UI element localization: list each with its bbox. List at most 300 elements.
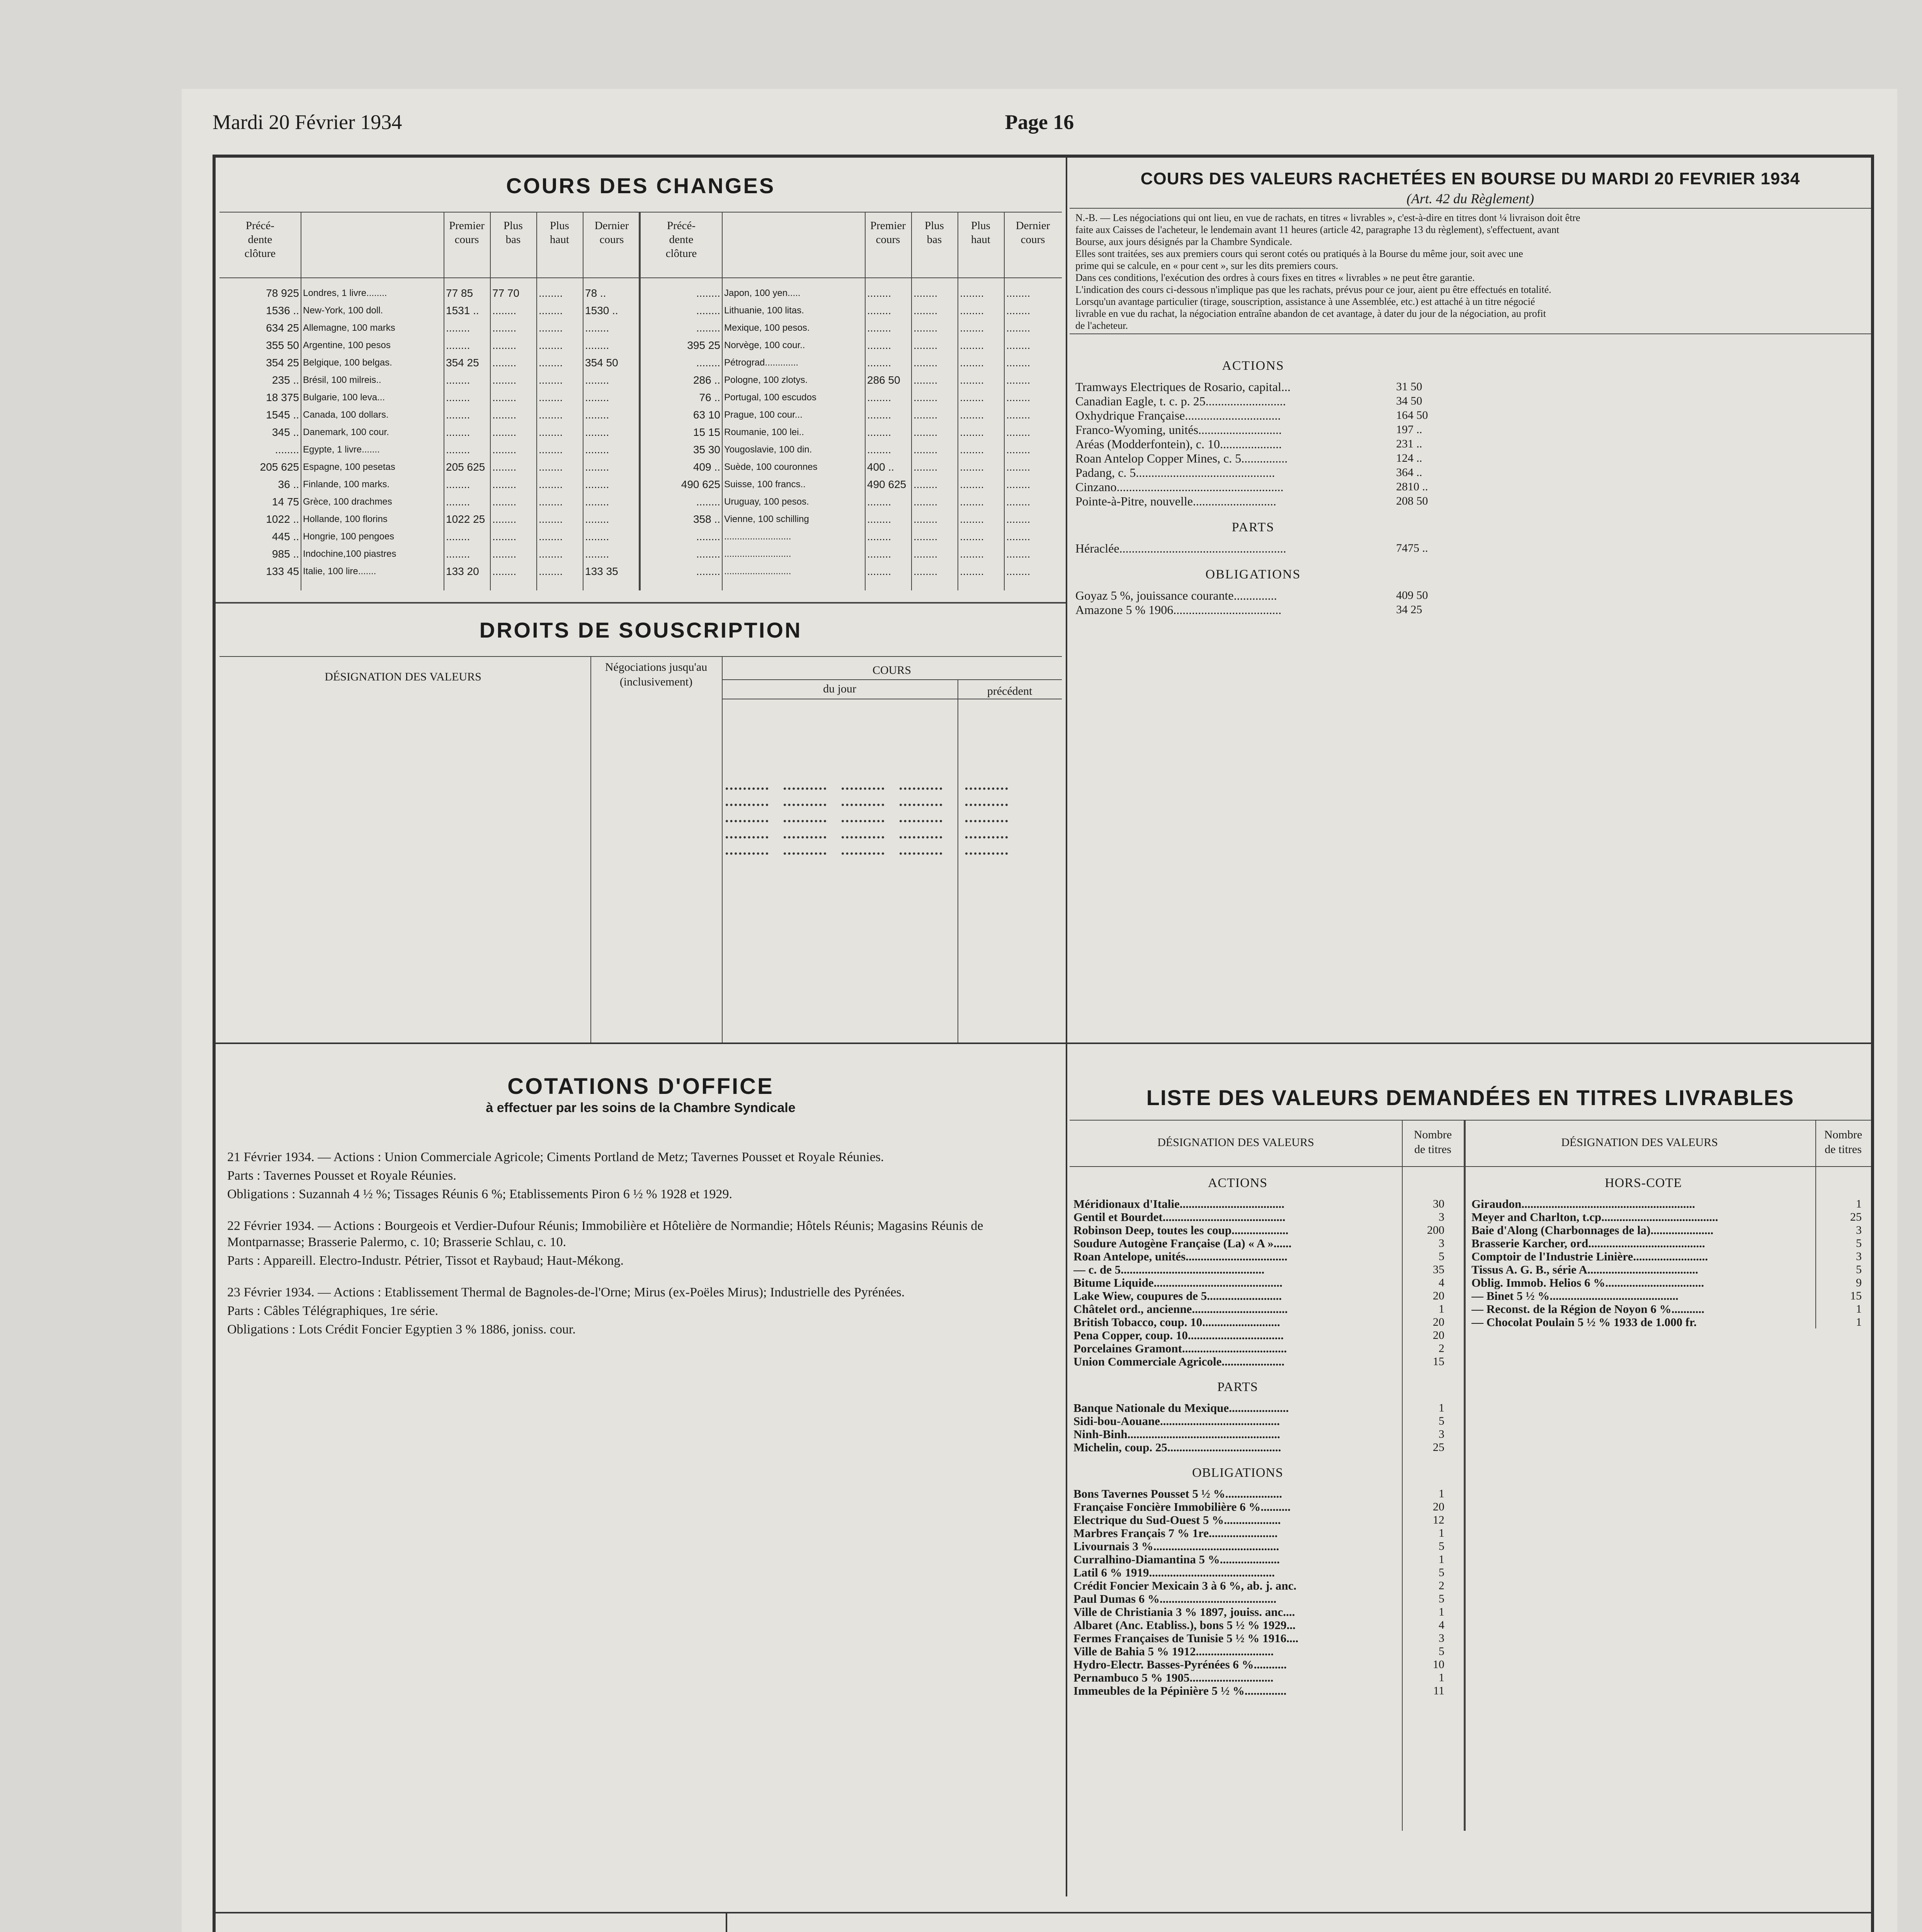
cotations-paragraph: Obligations : Lots Crédit Foncier Egyptien 3 % 1886, joniss. cour.	[227, 1322, 576, 1337]
changes-bas-cell: ........	[492, 513, 517, 525]
rachetees-item-value: 208 50	[1396, 495, 1428, 507]
changes-name-cell: Roumanie, 100 lei..	[724, 427, 804, 437]
changes-bas-cell: ........	[913, 548, 938, 560]
changes-name-cell: ..........................	[724, 531, 791, 542]
changes-name-cell: Suisse, 100 francs..	[724, 479, 806, 490]
livrable-item-count: 5	[1439, 1540, 1444, 1553]
livrable-item-name: Méridionaux d'Italie...................................	[1073, 1197, 1284, 1210]
changes-bas-cell: ........	[492, 531, 517, 543]
changes-prec-cell: 1536 ..	[266, 304, 299, 316]
dot-leader	[726, 787, 768, 791]
changes-dernier-cell: ........	[1006, 287, 1031, 299]
rachetees-item-name: Oxhydrique Française...............................	[1075, 408, 1281, 422]
changes-premier-cell: ........	[446, 548, 470, 560]
changes-name-cell: Suède, 100 couronnes	[724, 462, 818, 472]
dot-leader	[784, 820, 826, 823]
changes-haut-cell: ........	[960, 513, 984, 525]
changes-premier-cell: ........	[867, 409, 891, 421]
changes-col-prec-right: Précé- dente clôture	[665, 219, 697, 260]
changes-dernier-cell: ........	[1006, 548, 1031, 560]
changes-col-haut-right: Plus haut	[971, 219, 990, 246]
droits-col-designation: DÉSIGNATION DES VALEURS	[325, 670, 481, 683]
livrable-item-name: Meyer and Charlton, t.cp.......................................	[1471, 1211, 1718, 1223]
livrable-item-name: Electrique du Sud-Ouest 5 %...................	[1073, 1514, 1281, 1526]
livrable-item-count: 1	[1856, 1303, 1862, 1315]
changes-premier-cell: ........	[446, 426, 470, 438]
rachetees-item-value: 31 50	[1396, 380, 1422, 393]
changes-premier-cell: ........	[867, 287, 891, 299]
livrable-item-name: Paul Dumas 6 %.......................................	[1073, 1592, 1277, 1605]
changes-name-cell: Prague, 100 cour...	[724, 410, 803, 420]
livrable-item-count: 25	[1850, 1211, 1862, 1223]
livrable-item-count: 1	[1439, 1671, 1444, 1684]
changes-haut-cell: ........	[539, 426, 563, 438]
cotations-title: COTATIONS D'OFFICE	[507, 1074, 774, 1099]
changes-dernier-cell: ........	[1006, 357, 1031, 369]
changes-prec-cell: ........	[696, 357, 720, 369]
livrable-item-name: British Tobacco, coup. 10..........................	[1073, 1316, 1280, 1328]
livrables-col-designation-right: DÉSIGNATION DES VALEURS	[1561, 1136, 1718, 1149]
livrable-item-name: Immeubles de la Pépinière 5 ½ %..............	[1073, 1684, 1287, 1697]
livrable-item-name: Châtelet ord., ancienne................................	[1073, 1303, 1288, 1315]
livrable-item-count: 3	[1439, 1428, 1444, 1440]
livrables-actions-heading: ACTIONS	[1208, 1176, 1268, 1190]
changes-col-bas-left: Plus bas	[503, 219, 523, 246]
changes-dernier-cell: ........	[1006, 478, 1031, 490]
changes-prec-cell: 985 ..	[272, 548, 299, 560]
changes-name-cell: Pétrograd.............	[724, 357, 799, 368]
livrable-item-name: Soudure Autogène Française (La) « A »......	[1073, 1237, 1292, 1250]
changes-premier-cell: ........	[446, 478, 470, 490]
changes-dernier-cell: ........	[1006, 531, 1031, 543]
livrable-item-name: Banque Nationale du Mexique....................	[1073, 1401, 1289, 1414]
rachetees-item-name: Pointe-à-Pitre, nouvelle...........................	[1075, 494, 1276, 508]
rachetees-title: COURS DES VALEURS RACHETÉES EN BOURSE DU MARDI 20 FEVRIER 1934	[1140, 169, 1800, 188]
rachetees-item-value: 34 25	[1396, 603, 1422, 616]
livrable-item-name: Ville de Christiania 3 % 1897, jouiss. anc....	[1073, 1605, 1295, 1618]
changes-haut-cell: ........	[960, 357, 984, 369]
changes-dernier-cell: ........	[1006, 409, 1031, 421]
changes-haut-cell: ........	[960, 444, 984, 456]
changes-haut-cell: ........	[539, 339, 563, 351]
changes-bas-cell: ........	[492, 357, 517, 369]
changes-premier-cell: ........	[867, 565, 891, 577]
changes-prec-cell: ........	[696, 287, 720, 299]
livrable-item-name: — c. de 5................................................	[1073, 1263, 1265, 1276]
livrable-item-count: 3	[1439, 1237, 1444, 1250]
changes-haut-cell: ........	[960, 391, 984, 403]
changes-bas-cell: ........	[913, 565, 938, 577]
changes-name-cell: ..........................	[724, 549, 791, 559]
changes-bas-cell: ........	[492, 322, 517, 334]
rachetees-item-value: 231 ..	[1396, 437, 1422, 450]
changes-haut-cell: ........	[960, 531, 984, 543]
livrable-item-count: 1	[1439, 1303, 1444, 1315]
changes-bas-cell: ........	[492, 548, 517, 560]
rachetees-note-line: prime qui se calcule, en « pour cent », sur les dits premiers cours.	[1075, 260, 1339, 271]
dot-leader	[726, 820, 768, 823]
changes-name-cell: Lithuanie, 100 litas.	[724, 305, 804, 316]
changes-prec-cell: 63 10	[693, 409, 720, 421]
livrable-item-count: 1	[1439, 1527, 1444, 1539]
changes-premier-cell: 77 85	[446, 287, 473, 299]
livrable-item-name: Brasserie Karcher, ord.......................................	[1471, 1237, 1705, 1250]
livrable-item-count: 30	[1433, 1197, 1444, 1210]
livrable-item-count: 2	[1439, 1579, 1444, 1592]
changes-bas-cell: ........	[913, 531, 938, 543]
changes-haut-cell: ........	[539, 461, 563, 473]
changes-bas-cell: ........	[913, 322, 938, 334]
livrable-item-name: Albaret (Anc. Etabliss.), bons 5 ½ % 1929...	[1073, 1619, 1296, 1631]
dot-leader	[784, 787, 826, 791]
dot-leader	[900, 820, 942, 823]
changes-prec-cell: 409 ..	[693, 461, 720, 473]
changes-dernier-cell: ........	[1006, 304, 1031, 316]
livrable-item-name: Robinson Deep, toutes les coup...................	[1073, 1224, 1289, 1236]
changes-dernier-cell: ........	[1006, 322, 1031, 334]
changes-name-cell: Portugal, 100 escudos	[724, 392, 816, 403]
changes-name-cell: Hollande, 100 florins	[303, 514, 388, 524]
rachetees-note-line: faite aux Caisses de l'acheteur, le lendemain avant 11 heures (article 42, paragraphe 13 du règlement), s'effectuent, avant	[1075, 224, 1560, 235]
livrable-item-count: 35	[1433, 1263, 1444, 1276]
changes-premier-cell: ........	[446, 322, 470, 334]
changes-name-cell: Canada, 100 dollars.	[303, 410, 389, 420]
changes-col-dernier-left: Dernier cours	[594, 219, 629, 246]
livrable-item-count: 3	[1439, 1211, 1444, 1223]
changes-dernier-cell: 133 35	[585, 565, 618, 577]
rachetees-item-value: 409 50	[1396, 589, 1428, 602]
livrable-item-name: Curralhino-Diamantina 5 %....................	[1073, 1553, 1280, 1566]
changes-prec-cell: 355 50	[266, 339, 299, 351]
changes-dernier-cell: ........	[1006, 513, 1031, 525]
rachetees-note-line: Lorsqu'un avantage particulier (tirage, souscription, assistance à une Assemblée, etc.) est attaché à un titre négocié	[1075, 296, 1535, 307]
dot-leader	[900, 836, 942, 839]
changes-bas-cell: ........	[492, 496, 517, 508]
changes-name-cell: Yougoslavie, 100 din.	[724, 444, 812, 455]
livrable-item-name: Comptoir de l'Industrie Linière.........................	[1471, 1250, 1708, 1263]
livrable-item-name: Giraudon..........................................................	[1471, 1197, 1695, 1210]
changes-prec-cell: 1022 ..	[266, 513, 299, 525]
changes-bas-cell: ........	[492, 478, 517, 490]
livrable-item-name: Ville de Bahia 5 % 1912..........................	[1073, 1645, 1274, 1658]
droits-col-precedent: précédent	[987, 685, 1032, 697]
rachetees-item-value: 2810 ..	[1396, 480, 1428, 493]
dot-leader	[842, 787, 884, 791]
changes-bas-cell: ........	[492, 409, 517, 421]
rachetees-note-line: Dans ces conditions, l'exécution des ordres à cours fixes en titres « livrables » ne peut être garantie.	[1075, 272, 1475, 283]
changes-premier-cell: ........	[446, 374, 470, 386]
rachetees-subtitle: (Art. 42 du Règlement)	[1407, 191, 1534, 206]
changes-haut-cell: ........	[539, 444, 563, 456]
livrable-item-name: Oblig. Immob. Helios 6 %.................................	[1471, 1276, 1704, 1289]
livrables-title: LISTE DES VALEURS DEMANDÉES EN TITRES LIVRABLES	[1146, 1085, 1794, 1110]
changes-col-premier-left: Premier cours	[449, 219, 485, 246]
changes-prec-cell: 490 625	[681, 478, 720, 490]
changes-bas-cell: ........	[913, 461, 938, 473]
changes-name-cell: Italie, 100 lire.......	[303, 566, 376, 577]
livrable-item-name: Pena Copper, coup. 10................................	[1073, 1329, 1284, 1342]
livrable-item-count: 20	[1433, 1329, 1444, 1342]
changes-haut-cell: ........	[960, 478, 984, 490]
livrable-item-count: 15	[1850, 1289, 1862, 1302]
changes-prec-cell: 395 25	[687, 339, 720, 351]
changes-bas-cell: ........	[492, 461, 517, 473]
rachetees-item-value: 124 ..	[1396, 452, 1422, 464]
newspaper-page	[182, 89, 1897, 1932]
changes-dernier-cell: 1530 ..	[585, 304, 618, 316]
rachetees-item-name: Tramways Electriques de Rosario, capital...	[1075, 380, 1291, 394]
livrable-item-count: 2	[1439, 1342, 1444, 1355]
rachetees-item-value: 197 ..	[1396, 423, 1422, 436]
changes-dernier-cell: ........	[1006, 444, 1031, 456]
changes-prec-cell: ........	[696, 548, 720, 560]
changes-haut-cell: ........	[539, 287, 563, 299]
changes-name-cell: Vienne, 100 schilling	[724, 514, 809, 524]
rachetees-item-name: Roan Antelop Copper Mines, c. 5...............	[1075, 451, 1288, 465]
rachetees-item-name: Cinzano......................................................	[1075, 480, 1284, 494]
cotations-d-office	[216, 1043, 1066, 1912]
changes-bas-cell: ........	[913, 513, 938, 525]
changes-premier-cell: ........	[867, 444, 891, 456]
changes-prec-cell: 15 15	[693, 426, 720, 438]
dot-leader	[726, 852, 768, 855]
livrables-col-nombre-right: Nombre de titres	[1824, 1128, 1862, 1156]
changes-prec-cell: 35 30	[693, 444, 720, 456]
dot-leader	[726, 804, 768, 807]
changes-dernier-cell: ........	[585, 409, 609, 421]
cotations-paragraph: 23 Février 1934. — Actions : Etablissement Thermal de Bagnoles-de-l'Orne; Mirus (ex-Poëles Mirus); Industrielle des Pyrénées.	[227, 1285, 905, 1299]
changes-haut-cell: ........	[539, 565, 563, 577]
livrable-item-count: 11	[1433, 1684, 1444, 1697]
livrable-item-name: Bons Tavernes Pousset 5 ½ %...................	[1073, 1487, 1282, 1500]
livrable-item-count: 9	[1856, 1276, 1862, 1289]
changes-premier-cell: ........	[446, 409, 470, 421]
changes-premier-cell: ........	[446, 444, 470, 456]
changes-dernier-cell: ........	[585, 461, 609, 473]
droits-title: DROITS DE SOUSCRIPTION	[479, 618, 802, 642]
changes-bas-cell: ........	[913, 287, 938, 299]
changes-dernier-cell: ........	[585, 444, 609, 456]
changes-name-cell: Uruguay, 100 pesos.	[724, 497, 809, 507]
changes-haut-cell: ........	[960, 287, 984, 299]
changes-prec-cell: 345 ..	[272, 426, 299, 438]
cotations-subtitle: à effectuer par les soins de la Chambre Syndicale	[486, 1100, 796, 1115]
changes-name-cell: Japon, 100 yen.....	[724, 288, 801, 298]
livrable-item-name: Union Commerciale Agricole.....................	[1073, 1355, 1285, 1368]
changes-dernier-cell: ........	[585, 391, 609, 403]
changes-premier-cell: 1022 25	[446, 513, 485, 525]
titres-livrables	[1070, 1043, 1871, 1912]
livrable-item-count: 1	[1439, 1401, 1444, 1414]
changes-name-cell: ..........................	[724, 566, 791, 577]
changes-name-cell: Belgique, 100 belgas.	[303, 357, 392, 368]
livrable-item-name: Ninh-Binh...................................................	[1073, 1428, 1280, 1440]
rachetees-note-line: Elles sont traitées, ses aux premiers cours qui seront cotés ou pratiqués à la Bourse du même jour, soit avec une	[1075, 248, 1523, 259]
droits-empty-row	[726, 804, 1058, 819]
changes-haut-cell: ........	[539, 374, 563, 386]
changes-premier-cell: ........	[446, 496, 470, 508]
livrable-item-name: Française Foncière Immobilière 6 %..........	[1073, 1500, 1291, 1513]
livrable-item-name: Porcelaines Gramont...................................	[1073, 1342, 1287, 1355]
livrable-item-name: Hydro-Electr. Basses-Pyrénées 6 %...........	[1073, 1658, 1287, 1671]
changes-prec-cell: 354 25	[266, 357, 299, 369]
changes-premier-cell: 354 25	[446, 357, 479, 369]
livrable-item-count: 3	[1439, 1632, 1444, 1645]
changes-name-cell: Bulgarie, 100 leva...	[303, 392, 385, 403]
rachetees-item-name: Goyaz 5 %, jouissance courante..............	[1075, 588, 1277, 602]
changes-prec-cell: 78 925	[266, 287, 299, 299]
changes-prec-cell: 445 ..	[272, 531, 299, 543]
changes-premier-cell: 490 625	[867, 478, 907, 490]
changes-dernier-cell: ........	[1006, 565, 1031, 577]
changes-premier-cell: ........	[446, 531, 470, 543]
changes-col-haut-left: Plus haut	[550, 219, 569, 246]
changes-bas-cell: ........	[492, 426, 517, 438]
cotations-paragraph: Parts : Appareill. Electro-Industr. Pétrier, Tissot et Raybaud; Haut-Mékong.	[227, 1253, 624, 1268]
livrable-item-name: Crédit Foncier Mexicain 3 à 6 %, ab. j. anc.	[1073, 1579, 1297, 1592]
livrable-item-count: 4	[1439, 1619, 1444, 1631]
changes-prec-cell: ........	[696, 531, 720, 543]
rachetees-item-value: 7475 ..	[1396, 542, 1428, 554]
rachetees-parts-heading: PARTS	[1231, 520, 1275, 534]
changes-dernier-cell: ........	[1006, 391, 1031, 403]
changes-haut-cell: ........	[539, 496, 563, 508]
livrable-item-count: 20	[1433, 1500, 1444, 1513]
changes-name-cell: Brésil, 100 milreis..	[303, 375, 381, 385]
changes-dernier-cell: ........	[585, 374, 609, 386]
rachetees-note-line: L'indication des cours ci-dessous n'implique pas que les rachats, prévus pour ce jour, aient pu être effectués en totalité.	[1075, 284, 1551, 295]
livrable-item-name: Lake Wiew, coupures de 5.........................	[1073, 1289, 1282, 1302]
changes-bas-cell: ........	[913, 444, 938, 456]
valeurs-demandees-offertes	[730, 1912, 1871, 1932]
livrables-obligations-heading: OBLIGATIONS	[1192, 1466, 1283, 1480]
changes-name-cell: Danemark, 100 cour.	[303, 427, 389, 437]
dot-leader	[842, 804, 884, 807]
livrable-item-count: 5	[1439, 1415, 1444, 1427]
changes-name-cell: Allemagne, 100 marks	[303, 323, 395, 333]
changes-haut-cell: ........	[960, 496, 984, 508]
changes-bas-cell: 77 70	[492, 287, 520, 299]
rachetees-item-name: Héraclée......................................................	[1075, 541, 1286, 555]
changes-name-cell: Norvège, 100 cour..	[724, 340, 805, 350]
changes-prec-cell: ........	[275, 444, 299, 456]
changes-name-cell: Indochine,100 piastres	[303, 549, 396, 559]
droits-empty-row	[726, 852, 1058, 868]
changes-haut-cell: ........	[539, 478, 563, 490]
rachetees-note-line: Bourse, aux jours désignés par la Chambre Syndicale.	[1075, 236, 1293, 247]
livrable-item-count: 1	[1856, 1197, 1862, 1210]
dot-leader	[965, 836, 1008, 839]
changes-premier-cell: ........	[867, 357, 891, 369]
changes-haut-cell: ........	[960, 322, 984, 334]
dot-leader	[900, 804, 942, 807]
changes-name-cell: Pologne, 100 zlotys.	[724, 375, 808, 385]
changes-prec-cell: 286 ..	[693, 374, 720, 386]
cotations-paragraph: Parts : Tavernes Pousset et Royale Réunies.	[227, 1168, 456, 1183]
changes-bas-cell: ........	[913, 357, 938, 369]
rachetees-item-name: Franco-Wyoming, unités...........................	[1075, 423, 1282, 437]
livrable-item-name: Gentil et Bourdet.........................................	[1073, 1211, 1286, 1223]
changes-dernier-cell: ........	[1006, 496, 1031, 508]
changes-prec-cell: 14 75	[272, 496, 299, 508]
changes-haut-cell: ........	[960, 548, 984, 560]
cotations-paragraph: Obligations : Suzannah 4 ½ %; Tissages Réunis 6 %; Etablissements Piron 6 ½ % 1928 et 1929.	[227, 1187, 733, 1201]
valeurs-rachetees	[1070, 158, 1871, 1043]
changes-name-cell: Grèce, 100 drachmes	[303, 497, 392, 507]
changes-bas-cell: ........	[492, 339, 517, 351]
dot-leader	[965, 852, 1008, 855]
changes-premier-cell: 205 625	[446, 461, 485, 473]
changes-haut-cell: ........	[539, 357, 563, 369]
livrable-item-count: 3	[1856, 1224, 1862, 1236]
changes-bas-cell: ........	[492, 304, 517, 316]
changes-bas-cell: ........	[913, 409, 938, 421]
rachetees-item-value: 164 50	[1396, 409, 1428, 422]
changes-prec-cell: ........	[696, 565, 720, 577]
livrable-item-count: 15	[1433, 1355, 1444, 1368]
dot-leader	[842, 820, 884, 823]
changes-prec-cell: 235 ..	[272, 374, 299, 386]
cours-des-changes	[216, 158, 1066, 598]
droits-empty-row	[726, 836, 1058, 852]
livrable-item-count: 1	[1439, 1605, 1444, 1618]
changes-haut-cell: ........	[539, 513, 563, 525]
page-date: Mardi 20 Février 1934	[213, 111, 402, 134]
changes-haut-cell: ........	[960, 374, 984, 386]
livrables-parts-heading: PARTS	[1217, 1380, 1258, 1394]
livrable-item-count: 3	[1856, 1250, 1862, 1263]
livrables-col-nombre-left: Nombre de titres	[1413, 1128, 1452, 1156]
changes-premier-cell: ........	[867, 548, 891, 560]
changes-haut-cell: ........	[960, 565, 984, 577]
livrable-item-count: 12	[1433, 1514, 1444, 1526]
changes-dernier-cell: ........	[585, 531, 609, 543]
changes-dernier-cell: ........	[1006, 339, 1031, 351]
dot-leader	[784, 836, 826, 839]
changes-col-bas-right: Plus bas	[925, 219, 944, 246]
changes-dernier-cell: ........	[585, 339, 609, 351]
changes-dernier-cell: ........	[1006, 374, 1031, 386]
changes-col-dernier-right: Dernier cours	[1015, 219, 1050, 246]
changes-prec-cell: 36 ..	[278, 478, 299, 490]
changes-premier-cell: 400 ..	[867, 461, 895, 473]
livrable-item-count: 5	[1439, 1566, 1444, 1579]
livrable-item-name: — Reconst. de la Région de Noyon 6 %...........	[1471, 1303, 1704, 1315]
changes-premier-cell: ........	[867, 304, 891, 316]
dot-leader	[965, 804, 1008, 807]
changes-col-prec-left: Précé- dente clôture	[244, 219, 276, 260]
changes-haut-cell: ........	[539, 391, 563, 403]
livrable-item-count: 10	[1433, 1658, 1444, 1671]
rachetees-actions-heading: ACTIONS	[1222, 359, 1284, 373]
changes-haut-cell: ........	[960, 304, 984, 316]
changes-premier-cell: ........	[867, 496, 891, 508]
livrable-item-name: Latil 6 % 1919..........................................	[1073, 1566, 1275, 1579]
changes-dernier-cell: ........	[585, 426, 609, 438]
livrable-item-count: 20	[1433, 1289, 1444, 1302]
changes-dernier-cell: ........	[585, 548, 609, 560]
changes-premier-cell: ........	[446, 339, 470, 351]
livrable-item-count: 4	[1439, 1276, 1444, 1289]
changes-prec-cell: 634 25	[266, 322, 299, 334]
changes-name-cell: Espagne, 100 pesetas	[303, 462, 395, 472]
dot-leader	[842, 836, 884, 839]
changes-haut-cell: ........	[960, 461, 984, 473]
livrable-item-count: 20	[1433, 1316, 1444, 1328]
changes-name-cell: Mexique, 100 pesos.	[724, 323, 810, 333]
changes-premier-cell: ........	[867, 391, 891, 403]
livrable-item-count: 200	[1427, 1224, 1444, 1236]
